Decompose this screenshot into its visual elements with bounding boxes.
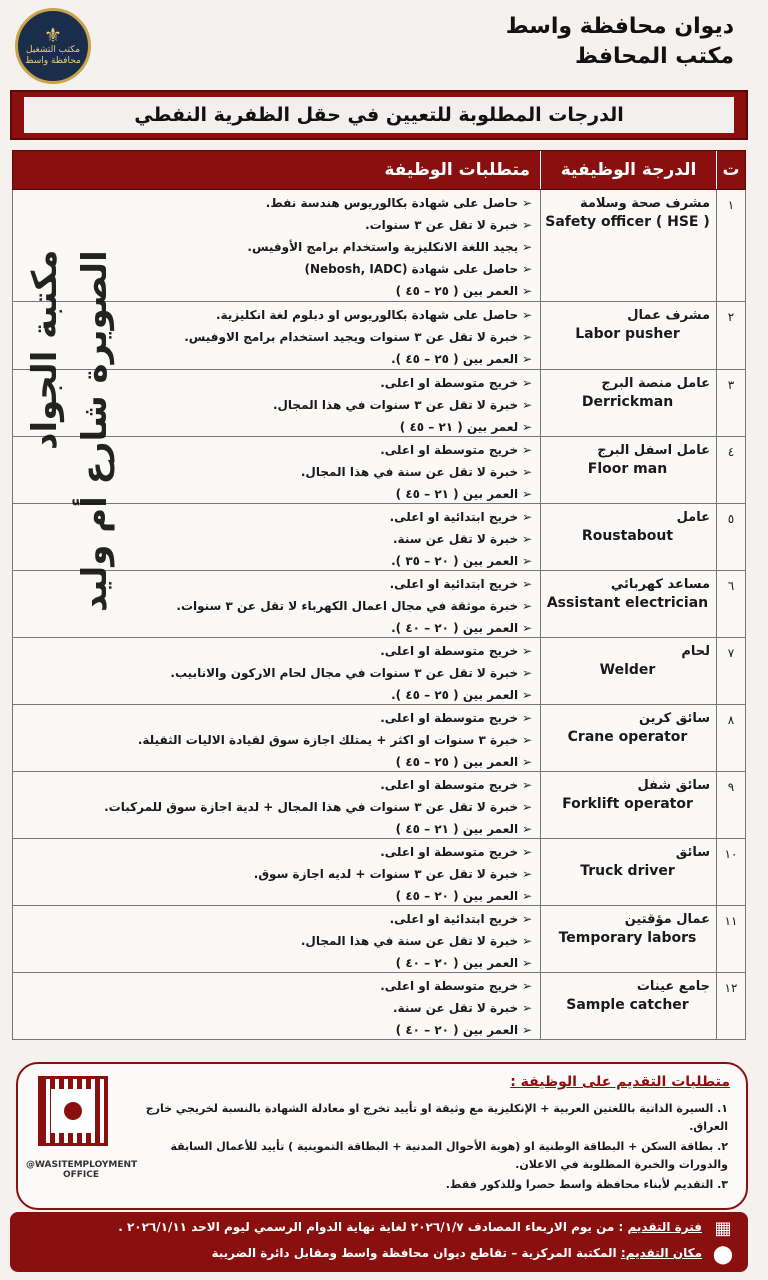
job-grade-english: Assistant electrician (546, 595, 709, 611)
row-number: ٧ (727, 646, 735, 660)
org-heading (506, 12, 734, 72)
job-grade (541, 190, 717, 301)
job-grade-arabic: عامل (676, 510, 710, 525)
job-grade-english: Floor man (587, 461, 668, 477)
requirement-item: ➢ خريج ابتدائية او اعلى. (17, 573, 532, 595)
job-grade-arabic: سائق (675, 845, 710, 860)
job-requirements (13, 839, 541, 905)
place-text: المكتبة المركزية – تقاطع ديوان محافظة واسط ومقابل دائرة الضريبة (211, 1246, 617, 1260)
requirement-item: ➢ العمر بين ( ٢٠ – ٤٠ ) (17, 952, 532, 974)
row-number: ١٠ (724, 847, 738, 861)
title-bar (10, 90, 748, 140)
requirement-item: ➢ العمر بين ( ٢١ – ٤٥ ) (17, 483, 532, 505)
requirement-item: ➢ خريج متوسطة او اعلى. (17, 774, 532, 796)
header-requirements: متطلبات الوظيفة (13, 151, 541, 189)
requirement-item: ➢ خبرة لا تقل عن سنة في هذا المجال. (17, 930, 532, 952)
org-line-2: مكتب المحافظ (575, 44, 734, 69)
row-number: ٨ (727, 713, 735, 727)
requirement-item: ➢ العمر بين ( ٢٥ – ٤٥ ). (17, 348, 532, 370)
job-grade-english: Derrickman (581, 394, 674, 410)
job-grade (541, 638, 717, 704)
job-grade-english: Crane operator (567, 729, 688, 745)
row-number: ٣ (727, 378, 735, 392)
job-grade-arabic: عمال مؤقتين (624, 912, 710, 927)
qr-code[interactable] (38, 1076, 108, 1146)
requirement-item: ➢ خريج ابتدائية او اعلى. (17, 908, 532, 930)
job-requirements (13, 973, 541, 1039)
requirement-item: ➢ العمر بين ( ٢٠ – ٣٥ ). (17, 550, 532, 572)
social-handle: @WASITEMPLOYMENT OFFICE (26, 1160, 138, 1180)
table-row (12, 705, 746, 772)
job-grade-arabic: سائق شفل (637, 778, 710, 793)
application-requirements (16, 1062, 748, 1210)
job-grade-arabic: مساعد كهربائي (610, 577, 710, 592)
requirement-item: ➢ خريج متوسطة او اعلى. (17, 707, 532, 729)
job-grade (541, 302, 717, 369)
requirement-item: ➢ حاصل على شهادة بكالوريوس او دبلوم لغة انكليزية. (17, 304, 532, 326)
job-grade (541, 370, 717, 436)
requirement-item: ➢ العمر بين ( ٢٥ – ٤٥ ) (17, 280, 532, 302)
calendar-icon: ▦ (714, 1218, 732, 1239)
requirement-item: ➢ خبرة لا تقل عن سنة. (17, 528, 532, 550)
requirement-item: ➢ خبرة موثقة في مجال اعمال الكهرباء لا تقل عن ٣ سنوات. (17, 595, 532, 617)
table-row (12, 839, 746, 906)
row-number: ٥ (727, 512, 735, 526)
job-grade-arabic: مشرف عمال (627, 308, 710, 323)
job-grade (541, 906, 717, 972)
table-row (12, 772, 746, 839)
footer (10, 1212, 748, 1272)
job-grade-english: Safety officer ( HSE ) (545, 214, 710, 230)
requirement-item: ➢ العمر بين ( ٢١ – ٤٥ ) (17, 818, 532, 840)
watermark-line-1: مكتبة الجواد (25, 250, 65, 451)
watermark (20, 250, 140, 670)
requirement-item: ➢ العمر بين ( ٢٠ – ٤٥ ) (17, 885, 532, 907)
job-grade (541, 571, 717, 637)
job-grade-english: Forklift operator (562, 796, 693, 812)
job-grade-arabic: مشرف صحة وسلامة (580, 196, 710, 211)
job-grade-english: Roustabout (581, 528, 674, 544)
emblem-icon: ⚜ (44, 22, 62, 47)
application-title: متطلبات التقديم على الوظيفة : (510, 1074, 730, 1090)
job-requirements (13, 772, 541, 838)
table-header (12, 150, 746, 190)
job-grade-english: Labor pusher (575, 326, 680, 342)
header-grade: الدرجة الوظيفية (541, 151, 717, 189)
job-grade (541, 839, 717, 905)
job-grade (541, 973, 717, 1039)
job-requirements (13, 705, 541, 771)
requirement-item: ➢ خبرة لا تقل عن ٣ سنوات ويجيد استخدام برامج الاوفيس. (17, 326, 532, 348)
requirement-item: ➢ خبرة لا تقل عن سنة في هذا المجال. (17, 461, 532, 483)
application-item: ٣. التقديم لأبناء محافظة واسط حصرا وللذكور فقط. (445, 1178, 728, 1191)
job-grade-english: Temporary labors (558, 930, 697, 946)
row-number: ٢ (727, 310, 735, 324)
row-number: ٤ (727, 445, 735, 459)
requirement-item: ➢ حاصل على شهادة (Nebosh, IADC) (17, 258, 532, 280)
application-period (118, 1220, 702, 1234)
job-grade (541, 705, 717, 771)
table-row (12, 906, 746, 973)
requirement-item: ➢ خبرة لا تقل عن ٣ سنوات + لديه اجازة سوق. (17, 863, 532, 885)
location-pin-icon: ⬤ (712, 1244, 734, 1265)
requirement-item: ➢ العمر بين ( ٢٠ – ٤٠ ) (17, 1019, 532, 1041)
requirement-item: ➢ العمر بين ( ٢٥ – ٤٥ ) (17, 751, 532, 773)
row-number: ١ (727, 198, 735, 212)
job-grade-arabic: جامع عينات (636, 979, 710, 994)
row-number: ١١ (724, 914, 738, 928)
watermark-line-2: الصويرة شارع أم وليد (75, 250, 115, 612)
page-title: الدرجات المطلوبة للتعيين في حقل الظفرية النفطي (24, 97, 734, 133)
job-grade-english: Truck driver (580, 863, 675, 879)
logo-line-2: محافظة واسط (25, 56, 81, 66)
requirement-item: ➢ خبرة ٣ سنوات او اكثر + يمتلك اجازة سوق لقيادة الاليات الثقيلة. (17, 729, 532, 751)
requirement-item: ➢ خبرة لا تقل عن ٣ سنوات في هذا المجال + لدية اجازة سوق للمركبات. (17, 796, 532, 818)
place-label: مكان التقديم: (620, 1246, 702, 1260)
requirement-item: ➢ خريج متوسطة او اعلى. (17, 975, 532, 997)
requirement-item: ➢ خريج متوسطة او اعلى. (17, 640, 532, 662)
requirement-item: ➢ خريج متوسطة او اعلى. (17, 841, 532, 863)
job-grade-arabic: عامل اسفل البرج (597, 443, 710, 458)
application-items (138, 1100, 728, 1196)
requirement-item: ➢ العمر بين ( ٢٠ – ٤٠ ). (17, 617, 532, 639)
requirement-item: ➢ خريج ابتدائية او اعلى. (17, 506, 532, 528)
requirement-item: ➢ خبرة لا تقل عن ٣ سنوات. (17, 214, 532, 236)
period-label: فترة التقديم (627, 1220, 702, 1234)
requirement-item: ➢ خبرة لا تقل عن ٣ سنوات في هذا المجال. (17, 394, 532, 416)
job-grade-arabic: عامل منصة البرج (601, 376, 710, 391)
requirement-item: ➢ لعمر بين ( ٢١ – ٤٥ ) (17, 416, 532, 438)
requirement-item: ➢ خبرة لا تقل عن ٣ سنوات في مجال لحام الاركون والانابيب. (17, 662, 532, 684)
requirement-item: ➢ العمر بين ( ٢٥ – ٤٥ ). (17, 684, 532, 706)
job-grade-arabic: سائق كرين (638, 711, 710, 726)
requirement-item: ➢ خريج متوسطة او اعلى. (17, 372, 532, 394)
application-place (212, 1246, 703, 1260)
application-item: ١. السيرة الذاتية باللغتين العربية + الإنكليزية مع وثيقة او تأييد تخرج او معادلة الشهادة بالنسبة لخريجي خارج العراق. (145, 1102, 728, 1133)
requirement-item: ➢ خريج متوسطة او اعلى. (17, 439, 532, 461)
table-row (12, 973, 746, 1040)
job-grade-english: Welder (599, 662, 656, 678)
logo-line-1: مكتب التشغيل (25, 44, 81, 55)
job-requirements (13, 906, 541, 972)
org-line-1: ديوان محافظة واسط (505, 14, 734, 39)
job-grade (541, 437, 717, 503)
period-text: : من يوم الاربعاء المصادف ٢٠٢٦/١/٧ لغاية نهاية الدوام الرسمي ليوم الاحد ٢٠٢٦/١/١١ . (118, 1220, 624, 1234)
office-logo (15, 8, 91, 84)
row-number: ٦ (727, 579, 735, 593)
requirement-item: ➢ يجيد اللغة الانكليزية واستخدام برامج الأوفيس. (17, 236, 532, 258)
header (0, 0, 768, 86)
job-grade-english: Sample catcher (566, 997, 689, 1013)
job-grade-arabic: لحام (681, 644, 710, 659)
instagram-icon (64, 1102, 82, 1120)
requirement-item: ➢ خبرة لا تقل عن سنة. (17, 997, 532, 1019)
job-grade (541, 772, 717, 838)
application-item: ٢. بطاقة السكن + البطاقة الوطنية او (هوية الأحوال المدنية + البطاقة التموينية ) تأييد للأعمال السابقة والدورات والخبرة المطلوبة في الاعلان. (170, 1140, 728, 1171)
requirement-item: ➢ حاصل على شهادة بكالوريوس هندسة نفط. (17, 192, 532, 214)
job-grade (541, 504, 717, 570)
row-number: ٩ (727, 780, 735, 794)
header-num: ت (722, 160, 740, 180)
row-number: ١٢ (724, 981, 738, 995)
